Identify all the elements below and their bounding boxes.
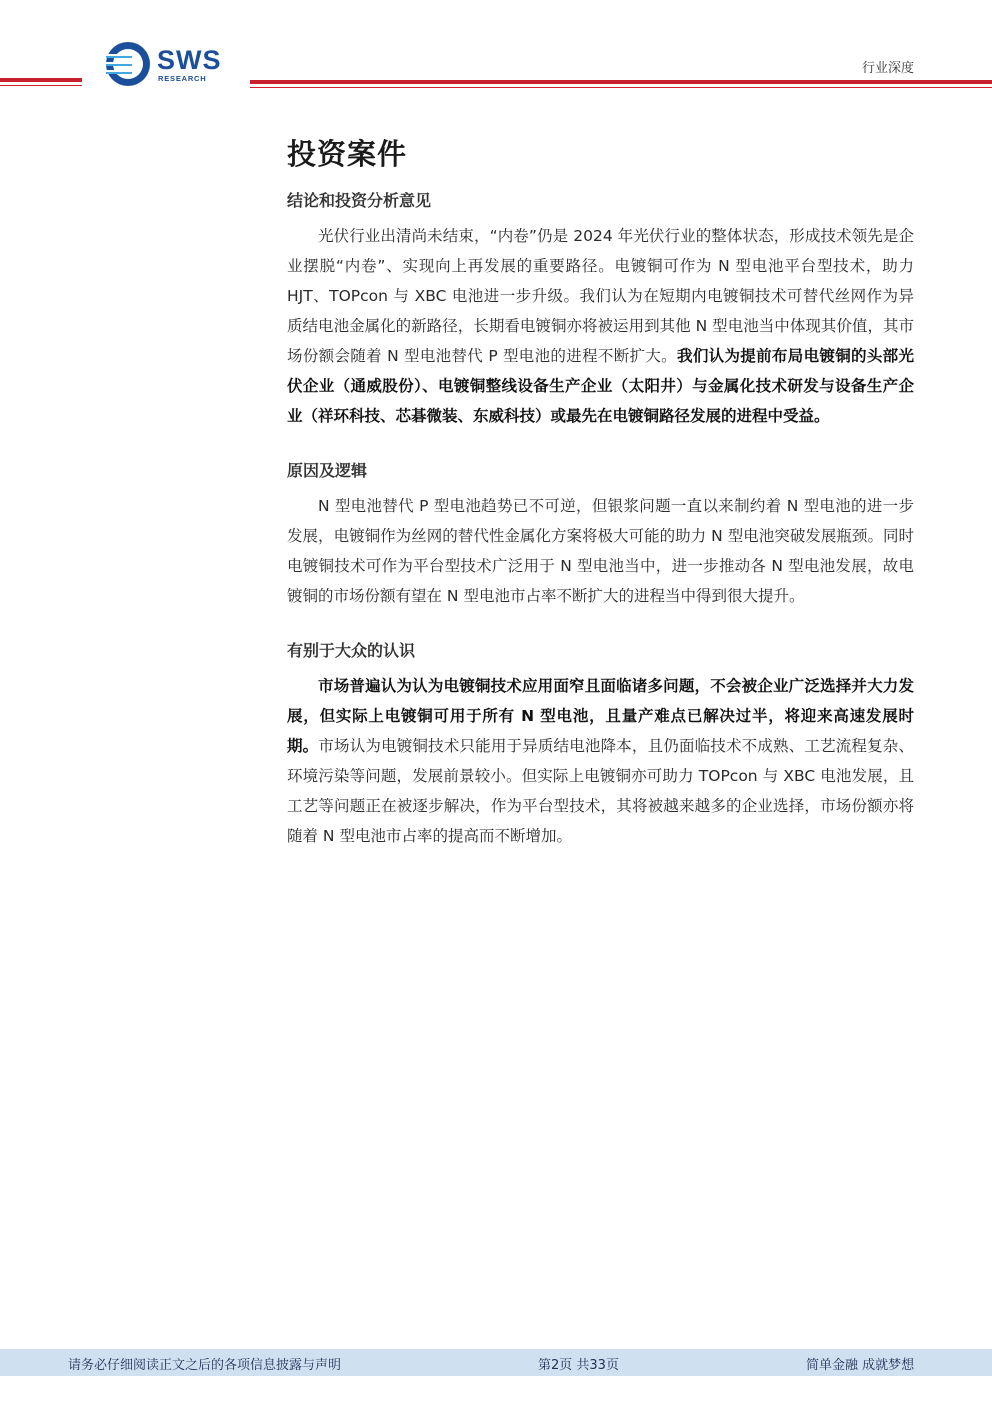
report-type-tag: 行业深度 bbox=[862, 61, 915, 76]
paragraph bbox=[287, 491, 914, 611]
paragraph-text: 市场认为电镀铜技术只能用于异质结电池降本，且仍面临技术不成熟、工艺流程复杂、环境污染等问题，发展前景较小。但实际上电镀铜亦可助力 TOPcon 与 XBC 电池发展，且工艺等问题正在被逐步解决，作为平台型技术，其将被越来越多的企业选择，市场份额亦将随着 N 型电池市占率的提高而不断增加。 bbox=[287, 737, 914, 845]
header-rule-right bbox=[250, 80, 992, 92]
main-content bbox=[287, 133, 914, 851]
section-heading: 结论和投资分析意见 bbox=[287, 191, 432, 210]
section-reasoning bbox=[287, 459, 914, 611]
page-footer bbox=[0, 1349, 992, 1376]
paragraph bbox=[287, 671, 914, 851]
disclaimer-notice: 请务必仔细阅读正文之后的各项信息披露与声明 bbox=[68, 1358, 342, 1373]
footer-slogan: 简单金融 成就梦想 bbox=[806, 1358, 915, 1373]
paragraph-bold-text: 我们认为提前布局电镀铜的头部光伏企业（通威股份）、电镀铜整线设备生产企业（太阳井）与金属化技术研发与设备生产企业（祥环科技、芯碁微装、东威科技）或最先在电镀铜路径发展的进程中受益。 bbox=[287, 347, 914, 425]
section-heading: 原因及逻辑 bbox=[287, 461, 368, 480]
paragraph-text: N 型电池替代 P 型电池趋势已不可逆，但银浆问题一直以来制约着 N 型电池的进一步发展，电镀铜作为丝网的替代性金属化方案将极大可能的助力 N 型电池突破发展瓶颈。同时电镀铜技术可作为平台型技术广泛用于 N 型电池当中，进一步推动各 N 型电池发展，故电镀铜的市场份额有望在 N 型电池市占率不断扩大的进程当中得到很大提升。 bbox=[287, 497, 914, 605]
logo-text: SWS bbox=[157, 45, 222, 75]
sws-logo-icon bbox=[104, 40, 156, 88]
section-heading: 有别于大众的认识 bbox=[287, 641, 416, 660]
page-title: 投资案件 bbox=[287, 137, 408, 171]
logo-subtext: RESEARCH bbox=[158, 74, 207, 83]
section-conclusion bbox=[287, 189, 914, 431]
page-number: 第2页 共33页 bbox=[538, 1358, 619, 1373]
header-rule-left bbox=[0, 78, 82, 90]
paragraph-bold-text: 市场普遍认为认为电镀铜技术应用面窄且面临诸多问题，不会被企业广泛选择并大力发展，但实际上电镀铜可用于所有 N 型电池，且量产难点已解决过半，将迎来高速发展时期。 bbox=[287, 677, 914, 755]
paragraph bbox=[287, 221, 914, 431]
paragraph-text: 光伏行业出清尚未结束，“内卷”仍是 2024 年光伏行业的整体状态，形成技术领先是企业摆脱“内卷”、实现向上再发展的重要路径。电镀铜可作为 N 型电池平台型技术，助力 HJT、TOPcon 与 XBC 电池进一步升级。我们认为在短期内电镀铜技术可替代丝网作为异质结电池金属化的新路径，长期看电镀铜亦将被运用到其他 N 型电池当中体现其价值，其市场份额会随着 N 型电池替代 P 型电池的进程不断扩大。 bbox=[287, 227, 914, 365]
section-differentiated-view bbox=[287, 639, 914, 851]
